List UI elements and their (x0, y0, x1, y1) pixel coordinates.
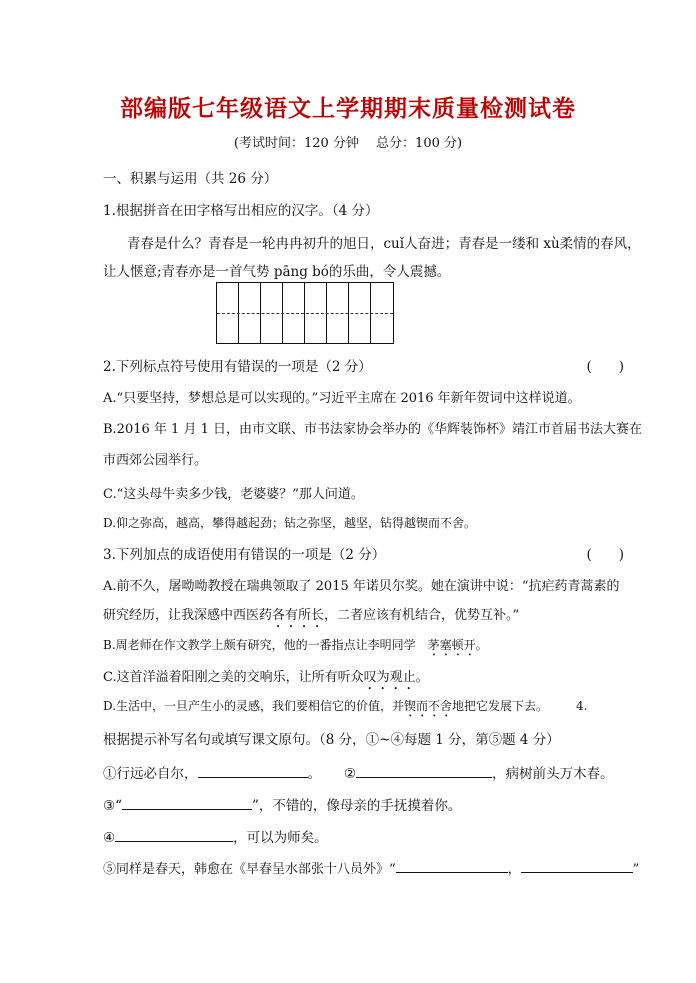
question-1-stem: 1.根据拼音在田字格写出相应的汉字。（4 分） (103, 203, 379, 219)
question-1-text-line2: 让人惬意;青春亦是一首气势 pāng bó的乐曲，令人震撼。 (103, 264, 451, 280)
dotted-idiom: 叹为观止 (363, 670, 416, 685)
question-3-option-b: B.周老师在作文教学上颇有研究，他的一番指点让李明同学 茅塞顿开。 (103, 638, 488, 652)
question-2-option-a: A.“只要坚持，梦想总是可以实现的。”习近平主席在 2016 年新年贺词中这样说道。 (103, 391, 581, 406)
question-3-stem: 3.下列加点的成语使用有错误的一项是（2 分） (103, 547, 386, 563)
answer-parentheses: ( ) (586, 359, 624, 375)
tianzige-grid[interactable] (216, 282, 394, 344)
dotted-idiom: 锲而不舍 (404, 699, 453, 713)
question-3-option-d: D.生活中，一旦产生小的灵感，我们要相信它的价值，并锲而不舍地把它发展下去。 4. (103, 699, 588, 713)
section-heading: 一、积累与运用（共 26 分） (103, 171, 278, 187)
question-3-option-c: C.这首洋溢着阳刚之美的交响乐，让所有听众叹为观止。 (103, 670, 429, 685)
grid-midline (217, 313, 393, 314)
answer-blank[interactable] (122, 795, 252, 810)
question-2-stem: 2.下列标点符号使用有错误的一项是（2 分） (103, 359, 372, 375)
exam-info: (考试时间：120 分钟 总分：100 分) (233, 136, 463, 151)
question-2-option-d: D.仰之弥高，越高，攀得越起劲；钻之弥坚，越坚，钻得越锲而不舍。 (103, 516, 477, 530)
answer-parentheses: ( ) (586, 547, 624, 563)
fill-item-1: ①行远必自尔， 。 (103, 762, 321, 782)
question-3-option-a-line2: 研究经历，让我深感中西医药各有所长，二者应该有机结合，优势互补。” (103, 608, 520, 623)
question-4-stem: 根据提示补写名句或填写课文原句。（8 分，①~④每题 1 分，第⑤题 4 分） (103, 732, 560, 748)
answer-blank[interactable] (356, 763, 492, 778)
dotted-idiom: 各有所长 (272, 608, 325, 623)
question-2-option-c: C.“这头母牛卖多少钱，老婆婆？”那人问道。 (103, 487, 364, 502)
question-4-number: 4. (576, 699, 588, 713)
fill-item-5: ⑤同样是春天，韩愈在《早春呈水部张十八员外》“ ， ” (103, 858, 639, 877)
question-1-text-line1: 青春是什么？青春是一轮冉冉初升的旭日，cuǐ人奋进；青春是一缕和 xù柔情的春风， (127, 236, 641, 252)
fill-item-2: ② ，病树前头万木春。 (344, 762, 614, 782)
fill-item-4: ④ ，可以为师矣。 (103, 826, 328, 846)
question-2-option-b-line1: B.2016 年 1 月 1 日，由市文联、市书法家协会举办的《华辉装饰杯》靖江市首届书法大赛在 (103, 422, 642, 437)
answer-blank[interactable] (396, 858, 508, 873)
answer-blank[interactable] (115, 827, 233, 842)
question-3-option-a-line1: A.前不久，屠呦呦教授在瑞典领取了 2015 年诺贝尔奖。她在演讲中说：“抗疟药青蒿素的 (103, 579, 620, 594)
question-2-option-b-line2: 市西郊公园举行。 (103, 453, 208, 468)
answer-blank[interactable] (198, 763, 308, 778)
page-title: 部编版七年级语文上学期期末质量检测试卷 (120, 96, 576, 122)
dotted-idiom: 茅塞顿开 (427, 638, 476, 652)
answer-blank[interactable] (521, 858, 633, 873)
fill-item-3: ③“ ”，不错的，像母亲的手抚摸着你。 (103, 794, 461, 814)
